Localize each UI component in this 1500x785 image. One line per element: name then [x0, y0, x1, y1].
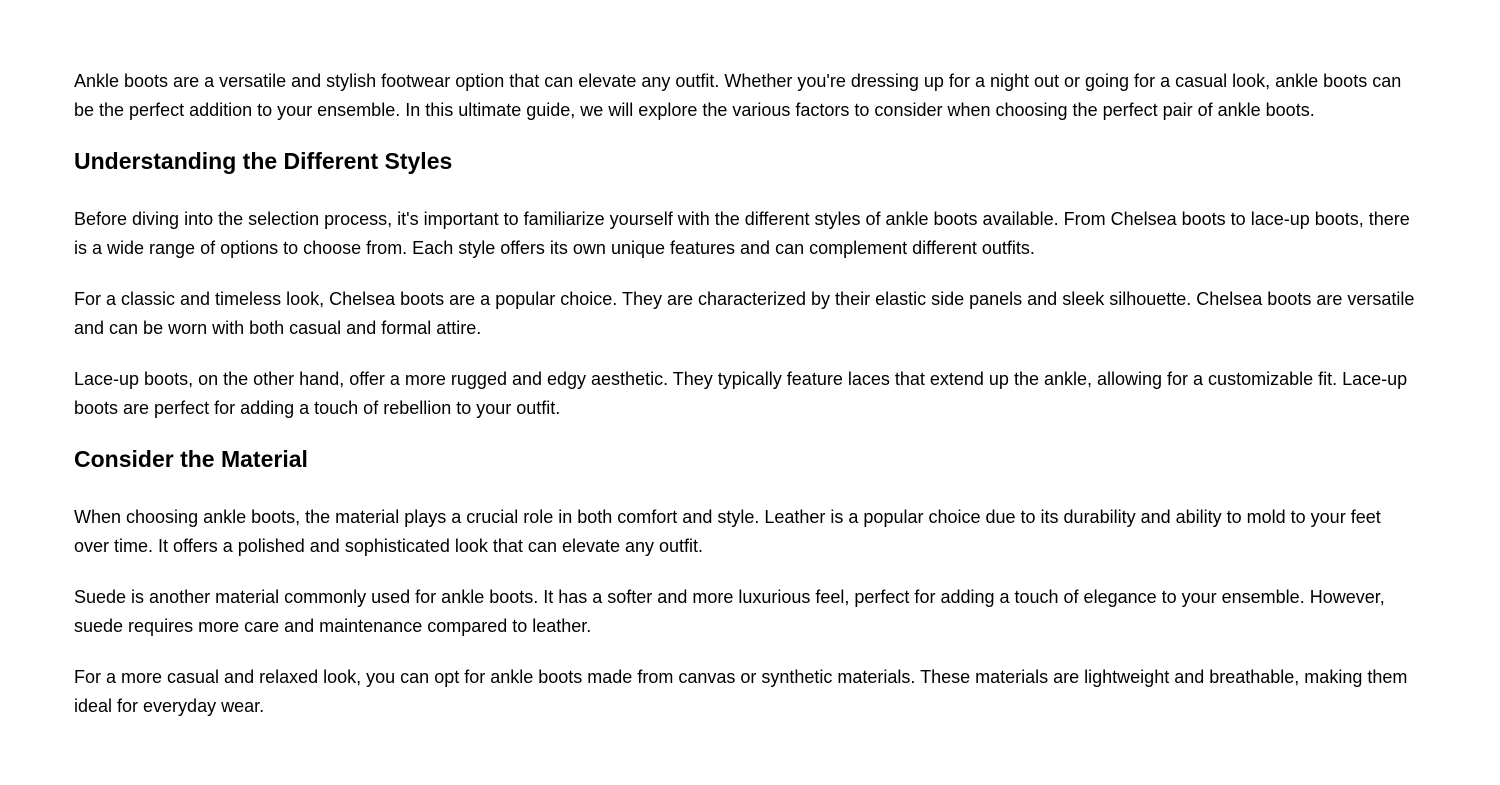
article-body — [74, 67, 1419, 743]
material-paragraph-2: Suede is another material commonly used for ankle boots. It has a softer and more luxurious feel, perfect for adding a touch of elegance to your ensemble. However, suede requires more care and maintenance compared to leather. — [74, 587, 1385, 636]
material-paragraph-1: When choosing ankle boots, the material plays a crucial role in both comfort and style. Leather is a popular choice due to its durability and ability to mold to your feet over time. It offers a polished and sophisticated look that can elevate any outfit. — [74, 507, 1381, 556]
styles-paragraph-3: Lace-up boots, on the other hand, offer a more rugged and edgy aesthetic. They typically feature laces that extend up the ankle, allowing for a customizable fit. Lace-up boots are perfect for adding a touch of rebellion to your outfit. — [74, 369, 1408, 418]
section-heading-styles: Understanding the Different Styles — [74, 148, 453, 174]
styles-paragraph-1: Before diving into the selection process, it's important to familiarize yourself with the different styles of ankle boots available. From Chelsea boots to lace-up boots, there is a wide range of options to choose from. Each style offers its own unique features and can complement different outfits. — [74, 209, 1410, 258]
section-heading-material: Consider the Material — [74, 446, 308, 472]
styles-paragraph-2: For a classic and timeless look, Chelsea boots are a popular choice. They are characterized by their elastic side panels and sleek silhouette. Chelsea boots are versatile and can be worn with both casual and formal attire. — [74, 289, 1415, 338]
material-paragraph-3: For a more casual and relaxed look, you can opt for ankle boots made from canvas or synthetic materials. These materials are lightweight and breathable, making them ideal for everyday wear. — [74, 667, 1408, 716]
intro-paragraph: Ankle boots are a versatile and stylish footwear option that can elevate any outfit. Whether you're dressing up for a night out or going for a casual look, ankle boots can be the perfect addition to your ensemble. In this ultimate guide, we will explore the various factors to consider when choosing the perfect pair of ankle boots. — [74, 71, 1402, 120]
